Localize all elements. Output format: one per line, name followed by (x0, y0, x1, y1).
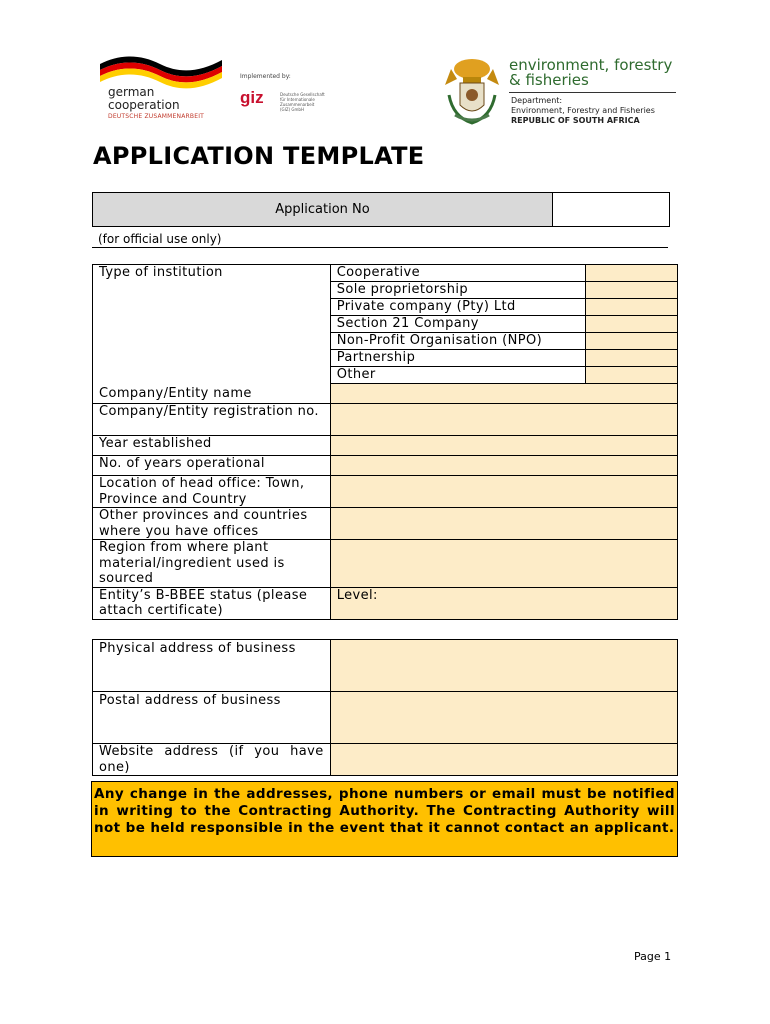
institution-option-check[interactable] (586, 299, 678, 316)
dept-line-2: Environment, Forestry and Fisheries (511, 106, 655, 115)
postal-address-field[interactable] (330, 692, 677, 744)
field-label: Entity’s B-BBEE status (please attach certificate) (93, 587, 331, 619)
entity-details-table (92, 264, 678, 620)
page-title: APPLICATION TEMPLATE (93, 142, 425, 170)
application-no-label: Application No (93, 193, 553, 226)
dept-details (511, 96, 655, 126)
sourcing-region-field[interactable] (330, 540, 677, 588)
application-no-box (92, 192, 670, 227)
institution-option-check[interactable] (586, 316, 678, 333)
physical-address-field[interactable] (330, 640, 677, 692)
institution-option: Section 21 Company (330, 316, 586, 333)
page-number: Page 1 (634, 950, 672, 963)
institution-type-label (93, 265, 331, 384)
field-label: Physical address of business (93, 640, 331, 692)
field-label: Postal address of business (93, 692, 331, 744)
institution-option: Private company (Pty) Ltd (330, 299, 586, 316)
change-notice-box: Any change in the addresses, phone numbers or email must be notified in writing to the Contracting Authority. The Contracting Authority will not be held responsible in the event that it cannot contact an applicant. (91, 781, 678, 857)
table-row (93, 265, 678, 282)
table-row (93, 692, 678, 744)
table-row (93, 587, 678, 619)
table-row (93, 384, 678, 404)
german-sub-label: DEUTSCHE ZUSAMMENARBEIT (108, 113, 205, 120)
field-label: Location of head office: Town, Province and Country (93, 476, 331, 508)
other-offices-field[interactable] (330, 508, 677, 540)
institution-option: Non-Profit Organisation (NPO) (330, 333, 586, 350)
dept-line-1: Department: (511, 96, 563, 105)
field-label: Website address (if you have one) (93, 744, 331, 776)
head-office-field[interactable] (330, 476, 677, 508)
coat-of-arms-icon (443, 55, 501, 125)
institution-option: Partnership (330, 350, 586, 367)
institution-option-check[interactable] (586, 265, 678, 282)
institution-option: Cooperative (330, 265, 586, 282)
registration-no-field[interactable] (330, 404, 677, 436)
german-cooperation-text (108, 86, 204, 121)
institution-option-check[interactable] (586, 333, 678, 350)
giz-sub-label: Deutsche Gesellschaft für Internationale Zusammenarbeit (GIZ) GmbH (280, 92, 325, 112)
field-label: Company/Entity registration no. (93, 404, 331, 436)
giz-logo: giz (240, 88, 264, 107)
institution-option-check[interactable] (586, 282, 678, 299)
dept-title-line-2: & fisheries (509, 71, 589, 89)
company-name-field[interactable] (330, 384, 677, 404)
table-row (93, 540, 678, 588)
institution-option: Sole proprietorship (330, 282, 586, 299)
institution-type-text: Type of institution (99, 265, 223, 280)
table-row (93, 508, 678, 540)
dept-line-3: REPUBLIC OF SOUTH AFRICA (511, 116, 640, 125)
implemented-by-label: Implemented by: (240, 73, 291, 80)
dept-title-line-1: environment, forestry (509, 56, 673, 74)
institution-option-check[interactable] (586, 350, 678, 367)
field-label: No. of years operational (93, 456, 331, 476)
years-operational-field[interactable] (330, 456, 677, 476)
table-row (93, 744, 678, 776)
table-row (93, 640, 678, 692)
dept-divider (509, 92, 676, 93)
bbbee-level-field[interactable]: Level: (330, 587, 677, 619)
dept-title (509, 58, 672, 88)
field-label: Year established (93, 436, 331, 456)
institution-option: Other (330, 367, 586, 384)
cooperation-label: cooperation (108, 98, 180, 112)
table-row (93, 436, 678, 456)
field-label: Region from where plant material/ingredient used is sourced (93, 540, 331, 588)
website-field[interactable] (330, 744, 677, 776)
official-use-note: (for official use only) (98, 232, 222, 246)
german-label: german (108, 85, 155, 99)
field-label: Other provinces and countries where you have offices (93, 508, 331, 540)
year-established-field[interactable] (330, 436, 677, 456)
table-row (93, 476, 678, 508)
table-row (93, 456, 678, 476)
institution-option-check[interactable] (586, 367, 678, 384)
official-use-line (92, 247, 668, 248)
field-label: Company/Entity name (93, 384, 331, 404)
table-row (93, 404, 678, 436)
address-table (92, 639, 678, 776)
